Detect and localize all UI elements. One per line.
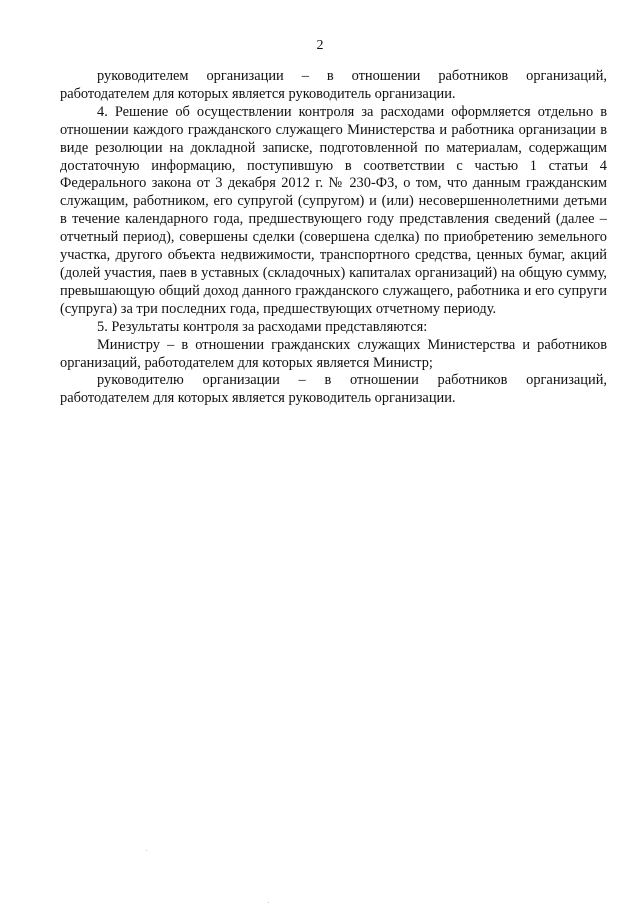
scan-speck bbox=[146, 850, 147, 851]
paragraph-item-4: 4. Решение об осуществлении контроля за расходами оформляется отдельно в отношении каждого гражданского служащего Министерства и работника организации в виде резолюции на докладной записке, подготовленной по материалам, содержащим достаточную информацию, поступившую в соответствии с частью 1 статьи 4 Федерального закона от 3 декабря 2012 г. № 230-ФЗ, о том, что данным гражданским служащим, работником, его супругой (супругом) и (или) несовершеннолетними детьми в течение календарного года, предшествующего году представления сведений (далее – отчетный период), совершены сделки (совершена сделка) по приобретению земельного участка, другого объекта недвижимости, транспортного средства, ценных бумаг, акций (долей участия, паев в уставных (складочных) капиталах организаций) на общую сумму, превышающую общий доход данного гражданского служащего, работника и его супруги (супруга) за три последних года, предшествующих отчетному периоду. bbox=[60, 103, 607, 317]
paragraph-item-5: 5. Результаты контроля за расходами представляются: bbox=[97, 318, 428, 335]
scan-speck bbox=[268, 902, 269, 903]
paragraph-head-of-organization: руководителю организации – в отношении работников организаций, работодателем для которых является руководитель организации. bbox=[60, 372, 607, 407]
page-number: 2 bbox=[316, 38, 324, 53]
paragraph-minister: Министру – в отношении гражданских служащих Министерства и работников организаций, работодателем для которых является Министр; bbox=[60, 336, 607, 371]
paragraph-continuation: руководителем организации – в отношении работников организаций, работодателем для которых является руководитель организации. bbox=[60, 68, 607, 102]
document-body bbox=[60, 68, 607, 408]
